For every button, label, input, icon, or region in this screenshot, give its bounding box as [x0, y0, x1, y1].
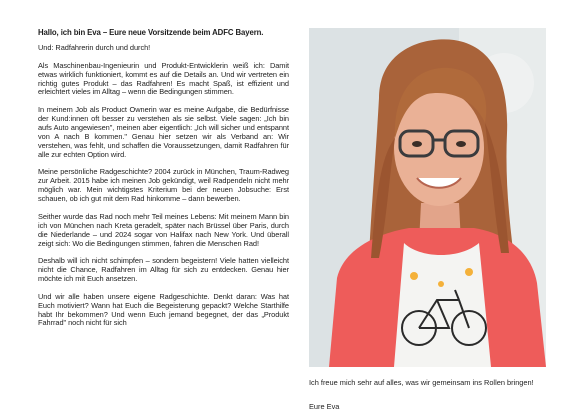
article-paragraph: Seither wurde das Rad noch mehr Teil meines Lebens: Mit meinem Mann bin ich von München nach Kreta geradelt, später nach Brüssel über Paris, durch die Niederlande – und 2024 sogar von Halifax nach New York. Und überall zeigt sich: Wo die Bedingungen stimmen, fahren die Menschen Rad! — [38, 211, 289, 248]
article-paragraph: Meine persönliche Radgeschichte? 2004 zurück in München, Traum-Radweg zur Arbeit. 2015 habe ich meinen Job gekündigt, weil Radpendeln nicht mehr möglich war. Mein wichtigstes Kriterium bei der neuen Jobsuche: Erst schauen, ob ich gut mit dem Rad hinkomme – dann bewerben. — [38, 167, 289, 204]
article-paragraph: Und wir alle haben unsere eigene Radgeschichte. Denkt daran: Was hat Euch motiviert? Wann hat Euch die Begeisterung gepackt? Welche Starthilfe habt Ihr bekommen? Und wenn Euch jemand begegnet, der das „Produkt Fahrrad" noch nicht für sich — [38, 291, 289, 328]
portrait-illustration — [309, 28, 546, 367]
signoff: Eure Eva — [309, 402, 340, 411]
article-paragraph: Deshalb will ich nicht schimpfen – sondern begeistern! Viele hatten vielleicht nicht die Chance, Radfahren im Alltag für sich zu entdecken. Genau hier möchte ich mit Euch ansetzen. — [38, 256, 289, 284]
article-text-column — [38, 28, 289, 337]
article-heading: Hallo, ich bin Eva – Eure neue Vorsitzende beim ADFC Bayern. — [38, 28, 264, 37]
portrait-photo — [309, 28, 546, 367]
article-paragraph: Als Maschinenbau-Ingenieurin und Produkt-Entwicklerin weiß ich: Damit etwas wirklich funktioniert, kommt es auf die Details an. Und wir vertreten ein richtig gutes Produkt – das Radfahren! Es macht Spaß, ist effizient und erleichtert vieles im Alltag – wenn die Bedingungen stimmen. — [38, 60, 289, 97]
article-paragraph: Und: Radfahrerin durch und durch! — [38, 43, 151, 52]
photo-caption: Ich freue mich sehr auf alles, was wir gemeinsam ins Rollen bringen! — [309, 378, 534, 387]
article-paragraph: In meinem Job als Product Ownerin war es meine Aufgabe, die Bedürfnisse der Kund:innen oft besser zu verstehen als sie selbst. Viele sagen: „Ich bin aufs Auto angewiesen", meinen aber eigentlich: „Ich will sicher und entspannt von A nach B kommen." Genau hier setzen wir als Verband an: Wir verstehen, was fehlt, und schaffen die Voraussetzungen, damit Radfahren für alle zur echten Option wird. — [38, 105, 289, 159]
